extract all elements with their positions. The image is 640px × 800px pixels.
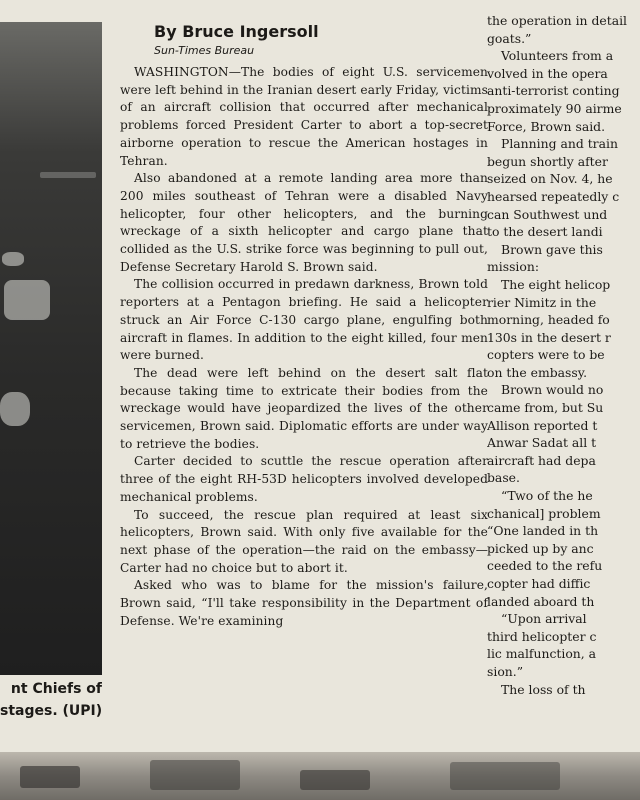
right-column-line: Brown would no bbox=[501, 382, 604, 398]
photo-caption-line-1: nt Chiefs of bbox=[10, 681, 102, 697]
right-column-line: 130s in the desert r bbox=[487, 329, 611, 345]
right-column-line: seized on Nov. 4, he bbox=[487, 171, 613, 187]
right-column-line: picked up by anc bbox=[487, 540, 594, 556]
right-column-line: chanical] problem bbox=[487, 505, 601, 521]
right-column-line: “Upon arrival bbox=[501, 611, 587, 627]
right-column-line: came from, but Su bbox=[487, 400, 604, 416]
right-column-line: volved in the opera bbox=[487, 65, 608, 81]
article-paragraph: The dead were left behind on the desert salt flat because taking time to extricate their bodies from the wreckage would have jeopardized the lives of the other servicemen, Brown said. Diplomatic efforts are under way to retrieve the bodies. bbox=[120, 365, 488, 451]
article-paragraph: Carter decided to scuttle the rescue operation after three of the eight RH-53D helicopters involved developed mechanical problems. bbox=[120, 454, 488, 504]
right-column-line: Allison reported t bbox=[487, 417, 598, 433]
right-column-line: sion.” bbox=[487, 663, 524, 679]
right-column-line: Force, Brown said. bbox=[487, 118, 606, 134]
right-column-line: aircraft had depa bbox=[487, 452, 596, 468]
article-paragraph: The collision occurred in predawn darkness, Brown told reporters at a Pentagon briefing. He said a helicopter struck an Air Force C-130 cargo plane, engulfing both aircraft in flames. In addition to the eight killed, four men were burned. bbox=[120, 277, 488, 363]
photo-caption bbox=[0, 678, 102, 722]
right-column-line: can Southwest und bbox=[487, 206, 608, 222]
right-column-line: The eight helicop bbox=[501, 276, 611, 292]
right-column-line: Anwar Sadat all t bbox=[487, 435, 597, 451]
article-byline: By Bruce Ingersoll bbox=[154, 22, 319, 41]
right-column-line: rier Nimitz in the bbox=[487, 294, 597, 310]
article-paragraph: Asked who was to blame for the mission's failure, Brown said, “I'll take responsibility in the Department of Defense. We're examining bbox=[120, 578, 488, 628]
right-column-line: mission: bbox=[487, 259, 540, 275]
right-column-line: copters were to be bbox=[487, 347, 605, 363]
article-bureau: Sun-Times Bureau bbox=[154, 44, 255, 57]
right-column-line: proximately 90 airme bbox=[487, 100, 622, 116]
next-page-strip bbox=[0, 752, 640, 800]
right-column-line: base. bbox=[487, 470, 520, 486]
right-column-line: morning, headed fo bbox=[487, 312, 610, 328]
right-column-line: “Two of the he bbox=[501, 488, 593, 504]
right-column-line: lic malfunction, a bbox=[487, 646, 597, 662]
right-column-line: landed aboard th bbox=[487, 593, 595, 609]
right-column-line: ceeded to the refu bbox=[487, 558, 603, 574]
right-column-line: anti-terrorist conting bbox=[487, 83, 620, 99]
right-column-line: Brown gave this bbox=[501, 241, 603, 257]
right-column-line: hearsed repeatedly c bbox=[487, 188, 620, 204]
article-main-column bbox=[120, 22, 488, 631]
right-column-line: begun shortly after bbox=[487, 153, 608, 169]
news-photo bbox=[0, 22, 102, 675]
right-column-line: on the embassy. bbox=[487, 364, 588, 380]
right-column-line: third helicopter c bbox=[487, 628, 597, 644]
article-paragraph: To succeed, the rescue plan required at least six helicopters, Brown said. With only five available for the next phase of the operation—the raid on the embassy—Carter had no choice but to abort it. bbox=[120, 507, 488, 575]
right-column-line: copter had diffic bbox=[487, 576, 591, 591]
article-paragraph: Also abandoned at a remote landing area more than 200 miles southeast of Tehran were a disabled Navy helicopter, four other helicopters, and the burning wreckage of a sixth helicopter and cargo plane that collided as the U.S. strike force was beginning to pull out, Defense Secretary Harold S. Brown said. bbox=[120, 171, 488, 274]
right-column-line: “One landed in th bbox=[487, 523, 599, 539]
right-column-line: the operation in detail bbox=[487, 13, 628, 28]
article-paragraph: WASHINGTON—The bodies of eight U.S. servicemen were left behind in the Iranian desert early Friday, victims of an aircraft collision that occurred after mechanical problems forced President Carter to abort a top-secret airborne operation to rescue the American hostages in Tehran. bbox=[120, 65, 488, 168]
right-column-line: Planning and train bbox=[501, 136, 618, 152]
right-column-line: goats.” bbox=[487, 30, 532, 46]
photo-caption-line-2: stages. (UPI) bbox=[0, 703, 102, 719]
right-column-line: Volunteers from a bbox=[501, 48, 614, 64]
right-column-line: The loss of th bbox=[501, 681, 586, 697]
article-right-column bbox=[487, 0, 640, 700]
right-column-line: to the desert landi bbox=[487, 224, 603, 240]
